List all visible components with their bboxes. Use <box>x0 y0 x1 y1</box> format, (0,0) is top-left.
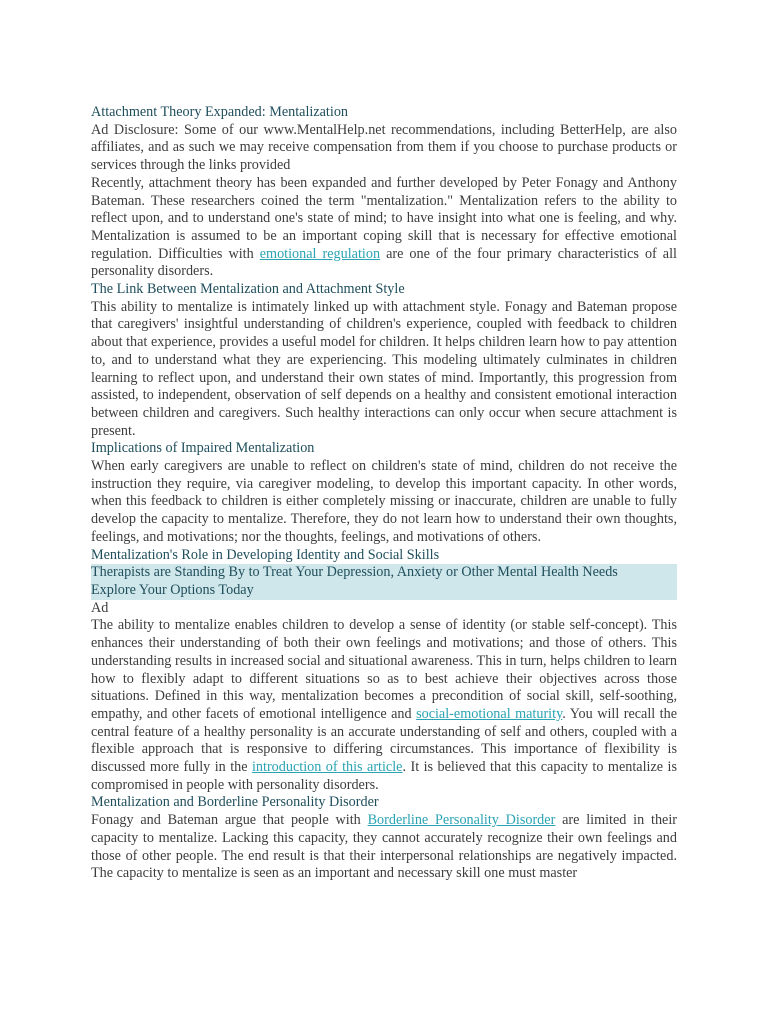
section-body-borderline <box>91 812 677 883</box>
intro-text-before: Recently, attachment theory has been expanded and further developed by Peter Fonagy and Anthony Bateman. These researchers coined the term "mentalization." Mentalization refers to the ability to reflect upon, and to understand one's state of mind; to have insight into what one is feeling, and why. Mentalization is assumed to be an important coping skill that is necessary for effective emotional regulation. Difficulties with <box>91 174 677 262</box>
section-body-attachment-style: This ability to mentalize is intimately linked up with attachment style. Fonagy and Bateman propose that caregivers' insightful understanding of children's experience, coupled with feedback to children about that experience, provides a useful model for children. It helps children learn how to pay attention to, and to understand what they are experiencing. This modeling ultimately culminates in children learning to reflect upon, and understand their own states of mind. Importantly, this progression from assisted, to independent, observation of self depends on a healthy and consistent emotional interaction between children and caregivers. Such healthy interactions can only occur when secure attachment is present. <box>91 298 677 439</box>
social-emotional-maturity-link[interactable]: social-emotional maturity <box>416 705 563 722</box>
section-heading-impaired-mentalization: Implications of Impaired Mentalization <box>91 440 315 457</box>
section-heading-borderline: Mentalization and Borderline Personality Disorder <box>91 794 379 811</box>
section-heading-attachment-style: The Link Between Mentalization and Attachment Style <box>91 281 405 298</box>
ad-cta[interactable]: Explore Your Options Today <box>91 581 254 598</box>
page-title: Attachment Theory Expanded: Mentalization <box>91 104 349 120</box>
borderline-personality-disorder-link[interactable]: Borderline Personality Disorder <box>367 812 556 829</box>
emotional-regulation-link[interactable]: emotional regulation <box>259 245 381 262</box>
therapist-ad-banner[interactable] <box>91 564 677 599</box>
intro-paragraph <box>91 175 677 281</box>
section-body-identity-social-skills <box>91 617 677 794</box>
borderline-text-after: are limited in their capacity to mentalize. Lacking this capacity, they cannot accurately recognize their own feelings and those of other people. The end result is that their interpersonal relationships are negatively impacted. The capacity to mentalize is seen as an important and necessary skill one must master <box>91 812 677 882</box>
ad-headline[interactable]: Therapists are Standing By to Treat Your Depression, Anxiety or Other Mental Health Needs <box>91 564 618 581</box>
ad-disclosure: Ad Disclosure: Some of our www.MentalHelp.net recommendations, including BetterHelp, are also affiliates, and as such we may receive compensation from them if you choose to purchase products or services through the links provided <box>91 121 677 174</box>
ad-label: Ad <box>91 599 109 616</box>
intro-text-after: are one of the four primary characteristics of all personality disorders. <box>91 245 677 280</box>
section-body-impaired-mentalization: When early caregivers are unable to reflect on children's state of mind, children do not receive the instruction they require, via caregiver modeling, to develop this important capacity. In other words, when this feedback to children is either completely missing or inaccurate, children are unable to fully develop the capacity to mentalize. Therefore, they do not learn how to understand their own thoughts, feelings, and motivations; nor the thoughts, feelings, and motivations of others. <box>91 458 677 545</box>
introduction-article-link[interactable]: introduction of this article <box>251 759 403 776</box>
article <box>91 104 677 883</box>
borderline-text-before: Fonagy and Bateman argue that people with <box>91 812 368 829</box>
section-heading-identity-social-skills: Mentalization's Role in Developing Identity and Social Skills <box>91 546 440 563</box>
identity-text-part1: The ability to mentalize enables children to develop a sense of identity (or stable self-concept). This enhances their understanding of both their own feelings and motivations; and those of others. This understanding results in increased social and situational awareness. This in turn, helps children to learn how to flexibly adapt to different situations so as to best achieve their objectives across those situations. Defined in this way, mentalization becomes a precondition of social skill, self-soothing, empathy, and other facets of emotional intelligence and <box>91 617 677 722</box>
identity-text-part2: . You will recall the central feature of a healthy personality is an accurate understanding of self and others, coupled with a flexible approach that is responsive to differing circumstances. This importance of flexibility is discussed more fully in the <box>91 705 678 776</box>
identity-text-part3: . It is believed that this capacity to mentalize is compromised in people with personality disorders. <box>91 759 677 793</box>
